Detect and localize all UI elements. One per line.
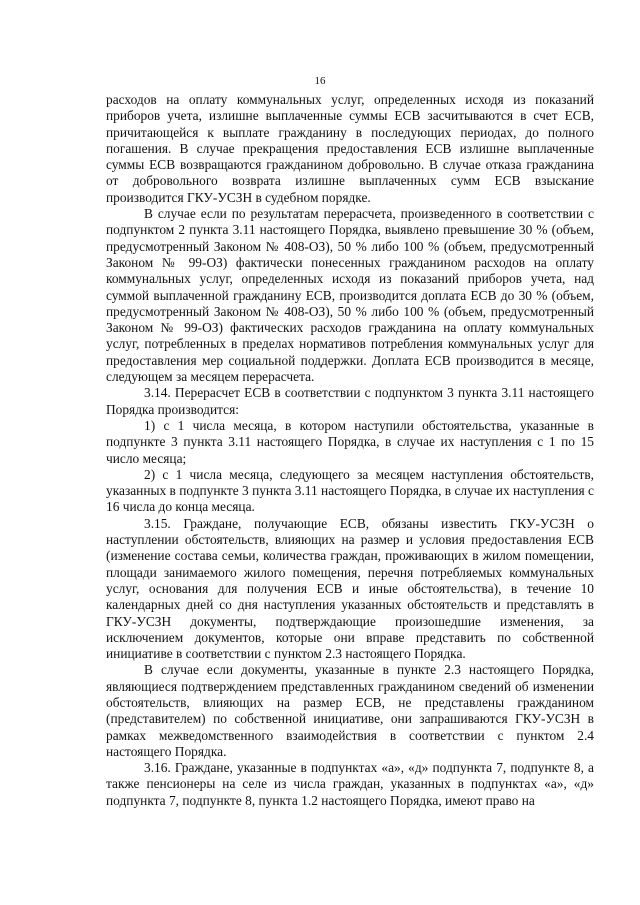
paragraph-continuation: расходов на оплату коммунальных услуг, определенных исходя из показаний приборов учета, излишне выплаченные суммы ЕСВ засчитываются в счет ЕСВ, причитающейся к выплате гражданину в последующих периодах, до полного погашения. В случае прекращения предоставления ЕСВ излишне выплаченные суммы ЕСВ возвращаются гражданином добровольно. В случае отказа гражданина от добровольного возврата излишне выплаченных сумм ЕСВ взыскание производится ГКУ-УСЗН в судебном порядке.	[106, 92, 594, 205]
paragraph-3-14-item-2: 2) с 1 числа месяца, следующего за месяцем наступления обстоятельств, указанных в подпункте 3 пункта 3.11 настоящего Порядка, в случае их наступления с 16 числа до конца месяца.	[106, 466, 594, 515]
document-body	[106, 92, 594, 809]
paragraph-3-15: 3.15. Граждане, получающие ЕСВ, обязаны известить ГКУ-УСЗН о наступлении обстоятельств, влияющих на размер и условия предоставления ЕСВ (изменение состава семьи, количества граждан, проживающих в жилом помещении, площади занимаемого жилого помещения, перечня потребляемых коммунальных услуг, основания для получения ЕСВ и иные обстоятельства), в течение 10 календарных дней со дня наступления указанных обстоятельств и представлять в ГКУ-УСЗН документы, подтверждающие произошедшие изменения, за исключением документов, которые они вправе представить по собственной инициативе в соответствии с пунктом 2.3 настоящего Порядка.	[106, 515, 594, 662]
paragraph-3-16: 3.16. Граждане, указанные в подпунктах «а», «д» подпункта 7, подпункте 8, а также пенсионеры на селе из числа граждан, указанных в подпунктах «а», «д» подпункта 7, подпункте 8, пункта 1.2 настоящего Порядка, имеют право на	[106, 760, 594, 808]
page-number: 16	[314, 75, 326, 87]
paragraph-recalculation: В случае если по результатам перерасчета, произведенного в соответствии с подпунктом 2 пункта 3.11 настоящего Порядка, выявлено превышение 30 % (объем, предусмотренный Законом № 408-ОЗ), 50 % либо 100 % (объем, предусмотренный Законом № 99-ОЗ) фактически понесенных гражданином расходов на оплату коммунальных услуг, определенных исходя из показаний приборов учета, над суммой выплаченной гражданину ЕСВ, производится доплата ЕСВ до 30 % (объем, предусмотренный Законом № 408-ОЗ), 50 % либо 100 % (объем, предусмотренный Законом № 99-ОЗ) фактических расходов гражданина на оплату коммунальных услуг, потребленных в пределах нормативов потребления коммунальных услуг для предоставления мер социальной поддержки. Доплата ЕСВ производится в месяце, следующем за месяцем перерасчета.	[106, 206, 594, 385]
paragraph-3-14: 3.14. Перерасчет ЕСВ в соответствии с подпунктом 3 пункта 3.11 настоящего Порядка производится:	[106, 385, 594, 417]
paragraph-3-14-item-1: 1) с 1 числа месяца, в котором наступили обстоятельства, указанные в подпункте 3 пункта 3.11 настоящего Порядка, в случае их наступления с 1 по 15 число месяца;	[106, 417, 594, 466]
paragraph-documents: В случае если документы, указанные в пункте 2.3 настоящего Порядка, являющиеся подтверждением представленных гражданином сведений об изменении обстоятельств, влияющих на размер ЕСВ, не представлены гражданином (представителем) по собственной инициативе, они запрашиваются ГКУ-УСЗН в рамках межведомственного взаимодействия в соответствии с пунктом 2.4 настоящего Порядка.	[106, 662, 594, 759]
